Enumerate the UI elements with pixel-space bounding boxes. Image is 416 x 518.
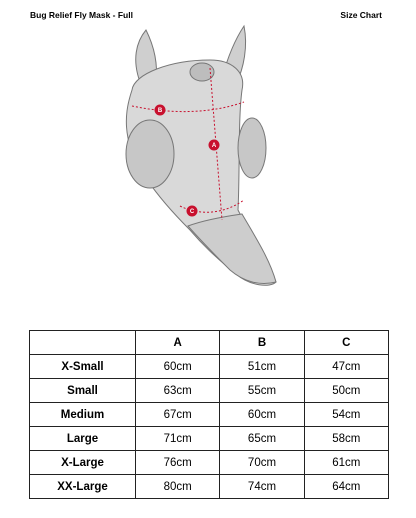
- table-header-a: A: [136, 331, 220, 355]
- table-row: [30, 379, 389, 403]
- measure-a-value: 63cm: [136, 379, 220, 403]
- table-row: [30, 355, 389, 379]
- measure-a-value: 67cm: [136, 403, 220, 427]
- table-row: [30, 451, 389, 475]
- measure-b-value: 51cm: [220, 355, 304, 379]
- marker-a-label: A: [211, 143, 217, 150]
- size-name: X-Large: [30, 451, 136, 475]
- nose-cover: [188, 214, 276, 284]
- measure-b-value: 55cm: [220, 379, 304, 403]
- table-row: [30, 427, 389, 451]
- measure-b-value: 65cm: [220, 427, 304, 451]
- measure-a-value: 80cm: [136, 475, 220, 499]
- table-row: [30, 403, 389, 427]
- size-chart-label: Size Chart: [340, 10, 382, 20]
- measure-b-value: 70cm: [220, 451, 304, 475]
- fly-mask-drawing: [110, 20, 310, 300]
- fly-mask-illustration: [110, 20, 310, 300]
- measure-c-value: 54cm: [304, 403, 388, 427]
- marker-c-label: C: [189, 209, 195, 216]
- measure-a-value: 76cm: [136, 451, 220, 475]
- left-eye-mesh: [126, 120, 174, 188]
- measure-a-value: 60cm: [136, 355, 220, 379]
- marker-b-label: B: [157, 108, 163, 115]
- size-name: Medium: [30, 403, 136, 427]
- measure-b-value: 74cm: [220, 475, 304, 499]
- size-table: [29, 330, 389, 499]
- measure-c-value: 50cm: [304, 379, 388, 403]
- measure-a-value: 71cm: [136, 427, 220, 451]
- table-header-blank: [30, 331, 136, 355]
- measure-c-value: 58cm: [304, 427, 388, 451]
- measure-c-value: 64cm: [304, 475, 388, 499]
- table-header-row: [30, 331, 389, 355]
- size-name: Small: [30, 379, 136, 403]
- size-name: X-Small: [30, 355, 136, 379]
- table-header-b: B: [220, 331, 304, 355]
- measure-c-value: 61cm: [304, 451, 388, 475]
- measure-b-value: 60cm: [220, 403, 304, 427]
- table-row: [30, 475, 389, 499]
- product-title: Bug Relief Fly Mask - Full: [30, 10, 133, 20]
- table-header-c: C: [304, 331, 388, 355]
- size-name: Large: [30, 427, 136, 451]
- right-eye-mesh: [238, 118, 266, 178]
- measure-c-value: 47cm: [304, 355, 388, 379]
- size-name: XX-Large: [30, 475, 136, 499]
